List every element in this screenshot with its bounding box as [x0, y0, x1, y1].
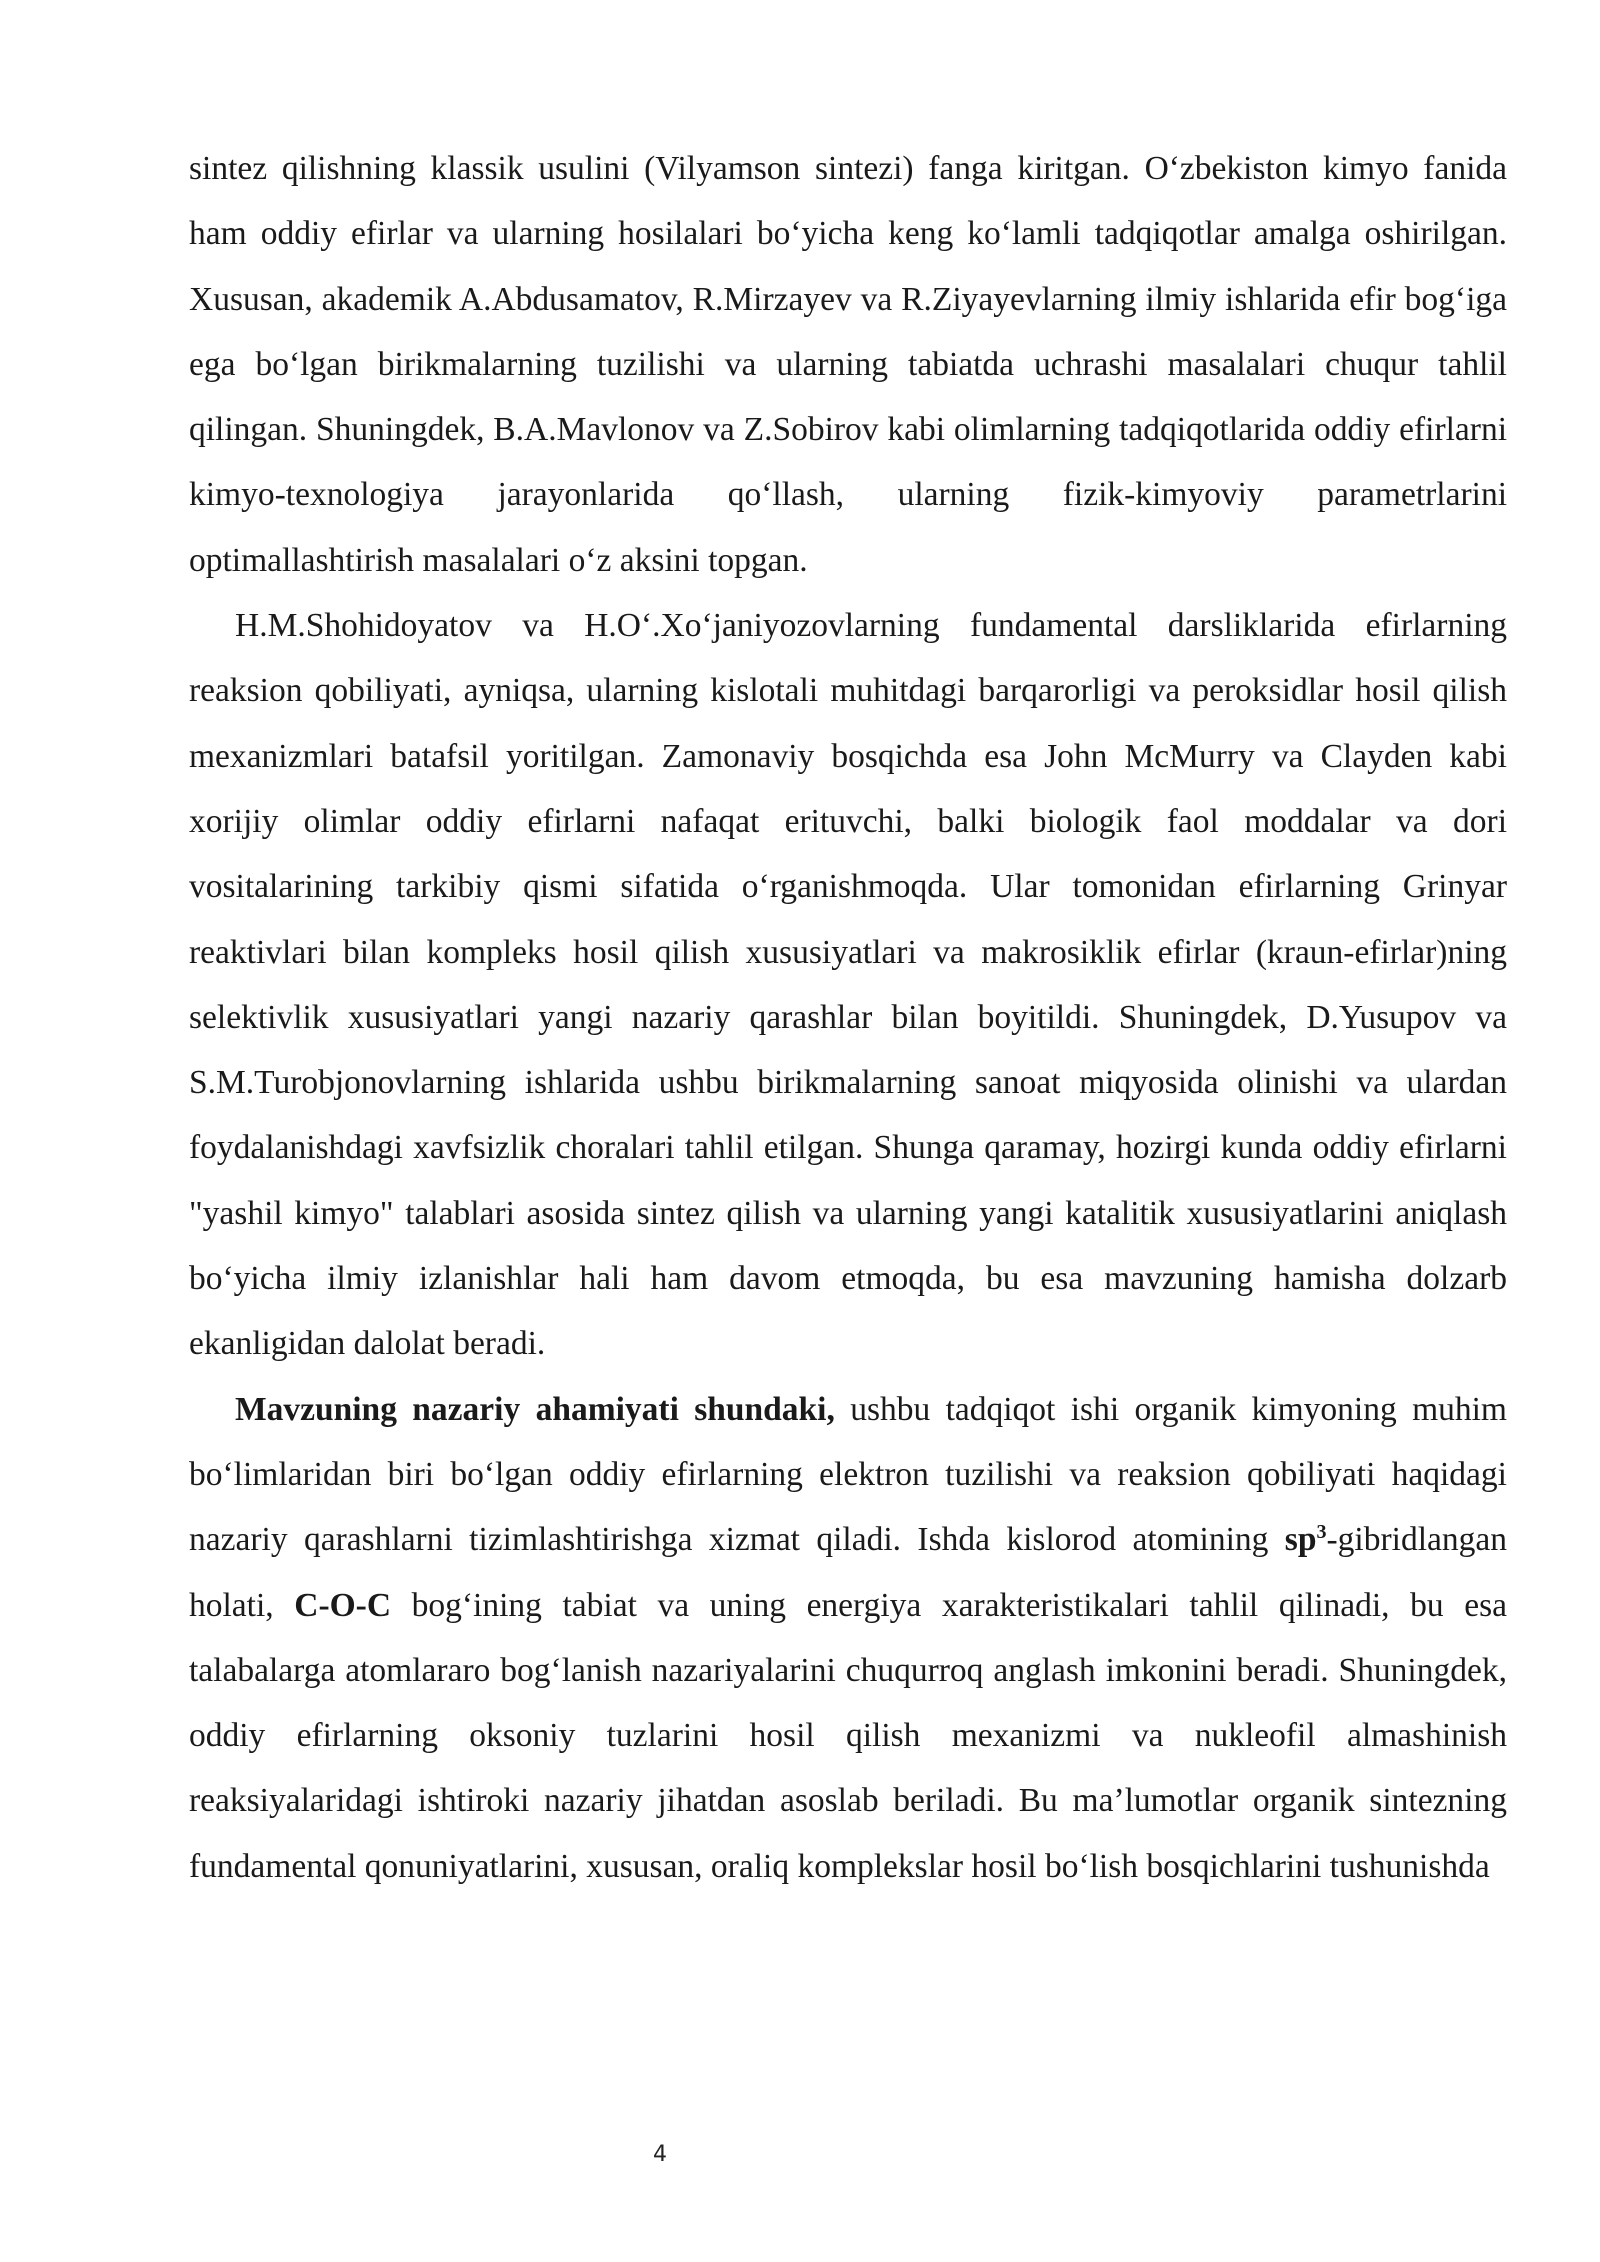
sp-base: sp	[1284, 1521, 1317, 1559]
paragraph-3-text-a: ushbu tadqiqot ishi organik kimyoning muhim bo‘limlaridan biri bo‘lgan oddiy efirlarning elektron tuzilishi va reaksion qobiliyati haqidagi nazariy qarashlarni tizimlashtirishga xizmat qiladi. Ishda kislorod atomining	[189, 1390, 1507, 1559]
theoretical-significance-heading: Mavzuning nazariy ahamiyati shundaki,	[235, 1390, 835, 1428]
sp-hybridization-term	[1285, 1521, 1327, 1558]
sp-exponent: 3	[1316, 1521, 1327, 1544]
paragraph-3	[189, 1377, 1507, 1899]
page-number: 4	[653, 2142, 667, 2167]
body-text	[189, 136, 1507, 1899]
paragraph-3-text-c: bog‘ining tabiat va uning energiya xarakteristikalari tahlil qilinadi, bu esa talabalarga atomlararo bog‘lanish nazariyalarini chuqurroq anglash imkonini beradi. Shuningdek, oddiy efirlarning oksoniy tuzlarini hosil qilish mexanizmi va nukleofil almashinish reaksiyalaridagi ishtiroki nazariy jihatdan asoslab beriladi. Bu ma’lumotlar organik sintezning fundamental qonuniyatlarini, xususan, oraliq komplekslar hosil bo‘lish bosqichlarini tushunishda	[189, 1586, 1507, 1885]
paragraph-1: sintez qilishning klassik usulini (Vilyamson sintezi) fanga kiritgan. O‘zbekiston kimyo fanida ham oddiy efirlar va ularning hosilalari bo‘yicha keng ko‘lamli tadqiqotlar amalga oshirilgan. Xususan, akademik A.Abdusamatov, R.Mirzayev va R.Ziyayevlarning ilmiy ishlarida efir bog‘iga ega bo‘lgan birikmalarning tuzilishi va ularning tabiatda uchrashi masalalari chuqur tahlil qilingan. Shuningdek, B.A.Mavlonov va Z.Sobirov kabi olimlarning tadqiqotlarida oddiy efirlarni kimyo-texnologiya jarayonlarida qo‘llash, ularning fizik-kimyoviy parametrlarini optimallashtirish masalalari o‘z aksini topgan.	[189, 150, 1507, 579]
paragraph-2: H.M.Shohidoyatov va H.O‘.Xo‘janiyozovlarning fundamental darsliklarida efirlarning reaksion qobiliyati, ayniqsa, ularning kislotali muhitdagi barqarorligi va peroksidlar hosil qilish mexanizmlari batafsil yoritilgan. Zamonaviy bosqichda esa John McMurry va Clayden kabi xorijiy olimlar oddiy efirlarni nafaqat erituvchi, balki biologik faol moddalar va dori vositalarining tarkibiy qismi sifatida o‘rganishmoqda. Ular tomonidan efirlarning Grinyar reaktivlari bilan kompleks hosil qilish xususiyatlari va makrosiklik efirlar (kraun-efirlar)ning selektivlik xususiyatlari yangi nazariy qarashlar bilan boyitildi. Shuningdek, D.Yusupov va S.M.Turobjonovlarning ishlarida ushbu birikmalarning sanoat miqyosida olinishi va ulardan foydalanishdagi xavfsizlik choralari tahlil etilgan. Shunga qaramay, hozirgi kunda oddiy efirlarni "yashil kimyo" talablari asosida sintez qilish va ularning yangi katalitik xususiyatlarini aniqlash bo‘yicha ilmiy izlanishlar hali ham davom etmoqda, bu esa mavzuning hamisha dolzarb ekanligidan dalolat beradi.	[189, 607, 1507, 1363]
paragraph-3-text-b: -gibridlangan holati,	[189, 1521, 1507, 1624]
coc-bond-term: C-O-C	[294, 1586, 392, 1624]
